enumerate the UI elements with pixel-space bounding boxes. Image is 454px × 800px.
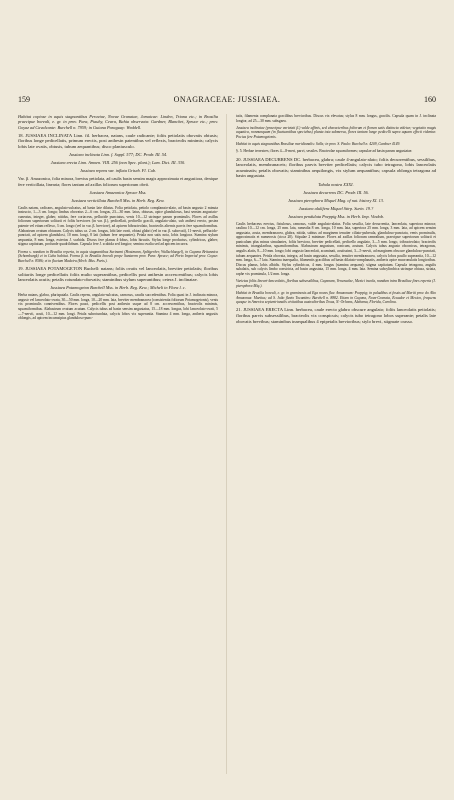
paragraph: 19. JUSSIAEA POTAMOGETON Buchell: natans; foliis ovatis vel lanceolatis, breviter petiolatis; floribus solitariis longe pedicellatis foliis multo superantibus, pedicellis post anthesin accrescentibus; calycis lobis lanceolatis acutis; petalis rotundato-obovatis; staminibus stylum superantibus; cetera J. inclinatae. <box>18 265 218 283</box>
paragraph: Var. β. Amazonica, folia minora, brevius petiolata, ad caulis basin sensim magis approximata et angustiora, denique fere verticillata, linearia; flores tantum ad axillas foliorum superiorum obvii. <box>18 176 218 187</box>
paragraph: Jussiaea inclinatae (praecipue varietati β.) valde affinis, sed characteribus foliorum et florum satis distincta videtur; vegetatio magis aquatica, nonnunquam (in fluctuantibus speciebus) planta tota submersa, flores tantum longe pedicelli supra aquam effecti videntur. Pocius fere Potamogetonis. <box>236 125 436 139</box>
paragraph: Jussiaea decurrens DC. Prodr. III. 56. <box>303 189 369 195</box>
running-title: ONAGRACEAE: JUSSIAEA. <box>173 95 281 104</box>
paragraph: Jussiaea repens var. inflata Griseb. Fl. Cub. <box>80 168 156 174</box>
paragraph: 20. JUSSIAEA DECURRENS DC. herbacea, glabra; caule 4-angulato-alato; foliis decurrentibus, sessilibus, lanceolatis, membranaceis; floribus parvis breviter pedicellatis; calycis tubo tetragono, lobis lanceolatis acuminatis; petalis obovatis; staminibus aequilongis, vix stylum aequantibus; capsula oblonga tetragona ad basin angustata. <box>236 156 436 179</box>
paragraph: Habitat in Brasilia boreali, e. gr. in graminosis ad Ega novas fluv. Amazonum: Poeppig; in paludibus et fossis ad Mariti prov. do Alto Amazonas: Martius; ad S. João fluvio Tocantins: Burchell n. 8882. Etiam in Guyana, Nova-Granata, Ecuador et Mexico, frequens quoque in America septentrionalis civitatibus australioribus Texas, N.-Orleans, Alabama, Florida, Carolina. <box>236 291 436 305</box>
page-number-left: 159 <box>18 95 30 104</box>
page-header <box>18 95 436 107</box>
paragraph: Varietas foliis lineari-lanceolatis, floribus subsessilibus, Guyanam, Venezuelae, Mexici incola, nondum intra Brasiliae fines reperta (J. pterophora Miq.). <box>236 279 436 288</box>
right-column <box>236 114 436 327</box>
paragraph: 21. JUSSIAEA ERECTA Linn. herbacea, caule erecto glabro obscure angulato; foliis lanceolatis petiolatis; floribus parvis subsessilibus, bracteolis vix conspicuis; calycis tubo tetragono lobos superante; petalis late obovatis brevibus; staminibus inaequalibus 4 epipetalis brevioribus; stylo brevi, stigmate crasso. <box>236 307 436 324</box>
paragraph: Habitat copiose in aquis stagnantibus Peruviae, Novae Granatae, Jamaicae: Linden, Triana etc.; in Brasilia praecipue boreali, e. gr. in prov. Para, Piauhy, Ceara, Bahia observata: Gardner, Blanchet, Spruce etc.; prov. Goyaz ad Cavalcante: Burchell n. 7959; in Guiana Paraguay: Weddell. <box>18 114 218 130</box>
paragraph: tatis, filamenta complanata gracilibus brevioribus. Discus vix elevatus; stylus 8 mm. longus, gracilis. Capsula quam in J. inclinata longior, ad 25—30 mm. subsgaea. <box>236 114 436 123</box>
paragraph: Jussiaea pendulata Poeppig Mss. in Herb. Imp. Vindob. <box>288 213 384 219</box>
paragraph: Caulis natans, radicans, angulato-sulcatus, ad basin late dilatus. Folia petiolata, petiolo complanato-alato, ad basin angusto 2 minuta instructo, 1—3 cm. longa; limbus obovatus 2—6 cm. longus, 23—30 mm. latus, obtusus, apice glandulosus, basi sensim angustato-cuneatus, integer, glaber, nitidus, fere coriaceus, pellucide punctatus, venis 10—12 utrinque parum prominulis. Flores ad axillas foliorum superiorum solitarii et foliis breviores (in var. β.), pedicellati, pedicello gracili, angulato-alato, sub anthesi erecto, postea patente vel etiam reflexo, 3 cm. longo (vel in var. β. breviore), ad apicem bibracteolato, bracteolis alternis parvis fere squamiformibus. Alabastrum ovatum obtusum. Calycis tubus ca. 2 cm. longus, lobi late ovati, obtusi glabri (vel in var. β. subovati), 11-nervii, pellucido-punctati, ad apicem glandulosi, 10 mm. longi, 8 lati (tubum fere aequantes). Petala non satis nota, lobis longiora. Stamina stylum aequantia, 8 mm. longa, exterius J. scabida. Discus fere planus 4-lobus, lobis hirsutis. Stylus longe productus, cylindricus, glaber; stigma capitatum, profunde quadrilobum. Capsula fere J. scabida sed longior; semina ovalia sed ad apicem incurva. <box>18 205 218 247</box>
paragraph: Jussiaea alulifera Miquel Stirp. Surin. 19.? <box>298 205 374 211</box>
paragraph: Caulis herbaceus erectus, fistulosus, ramosus, valde angulato-alatus. Folia sessilia, late decurrentia, lanceolata, superiora minora; caulina 10—12 cm. longa, 25 mm. lata, ramealia 8 cm. longa, 10 mm. lata, superiora 25 mm. longa, 3 mm. lata, ad apicem sensim angustata, acuta, membranacea, glabra, nitida, subtus ad marginem tenuiter ciliato-puberula, glanduloso-punctata, venis prominulis, approximatis et numerosis (circa 20). Stipulae 2 minimae. Flores ad axillas foliorum ramealium, praecipue superiorum solitarii et paniculam plus minus simulantes, foliis breviora, breviter pedicellati, pedicello angulato, 3—5 mm. longo, tribracteolato; bracteolis minimis, triangularibus, squamiformibus. Alabastrum angustum, conicum, acutum. Calycis tubus angusto obconicus, tetragonus, angulis alatis, 8—10 mm. longo; lobi angusto lanceolati, acuminati, acutissimi, 3—5-nervii, ad marginem obscure glanduloso-punctati, tubum aequantes. Petala obovata, integra, ad basin angustata, sessilia, tenuiter membranacea, calycis lobos paullo superantia, 10—12 mm. longa, 6—7 lata. Stamina inaequalia, filamentis gracilibus ad basin dilatato-complanatis, antheris apice mucronulatis longioribus. Discus planus, lobis albidis. Stylus cylindricus, 4 mm. longus (stamina aequans); stigma capitatum. Capsula tetragona, angulis subalatis, sub calycis limbo constricta, ad basin angustata, 15 mm. longa, 4 mm. lata. Semina subcylindrica utrinque obtusa, striata, raphe vix prominula, 1/2 mm. longa. <box>236 221 436 277</box>
paragraph: Tabula nostra XXXI. <box>318 181 354 187</box>
paragraph: Herba natans, glabra, plurispatala. Caulis repens, angulato-sulcatus, carnosus, caudis succedentibus. Folia quasi in J. inclinata minora, angustr vel lanceolato-ovata, 30—50 mm. longa, 10—20 mm. lata, breviter membranacea (consistentia foliorum Potamogetonis), venis vix prominulis conniventibus. Flores pauci, pedicellis post anthesin usque ad 8 cm. accrescentibus, bracteolis minimis, squamiformibus. Alabastrum ovatum acutum. Calycis tubus ad basin sensim angustatus, 15—18 mm. longus, lobi lanceolato-ovati, 5—7-nervii, acuti, 10—12 mm. longi. Petala subrotundata, calycis lobos vix superantia. Stamina 4 mm. longa, antheris angustis oblongis, ad apicem incumsipius glanduloso-punc- <box>18 293 218 321</box>
column-gutter <box>226 114 227 774</box>
paragraph: Jussiaea inclinata Linn. f. Suppl. 577; DC. Prodr. III. 54. <box>68 152 168 158</box>
paragraph: Jussiaea erecta Linn. Amoen. VIII. 256 (non Spec. plant.); Lam. Dict. III. 330. <box>50 160 186 166</box>
paragraph: §. 5. Herbae terrestres; flores 4—8-meri, parvi, sessiles. Bracteolae squamiformes; capsulae ad basin parum angustatae. <box>236 149 413 154</box>
paragraph: Forma s. nondum in Brasilia reperta, in aquis stagnantibus Surinami (Hostmann, Splitgerber, Wullschlaegel), in Guyana Britannica (Schomburgk) et in Cuba habitat. Forma β. in Brasilia boreali prope Santarem prov. Para: Spruce; ad Porto Imperial prov. Goyaz: Burchell n. 8586; et in fluvium Madeira (Herb. Mus. Paris.). <box>18 249 218 263</box>
paragraph: Jussiaea Amazonica Spruce Mss. <box>89 189 147 195</box>
page-number-right: 160 <box>424 95 436 104</box>
left-column <box>18 114 218 323</box>
paragraph: Jussiaea Potamogeton Burchell Mss. in Herb. Reg. Kew.; Micheli in Flora l. c. <box>50 285 186 291</box>
paragraph: 18. JUSSIAEA INCLINATA Linn. fil. herbacea, natans, caule radicante; foliis petiolatis obovatis obtusis; floribus longe pedicellatis, primum erectis, post anthesin patentibus vel reflexis, bracteolis minimis; calycis lobis late ovatis, obtusis, tubum aequantibus; disco planiusculo. <box>18 132 218 149</box>
paragraph: Jussiaea pterophora Miquel Mag. of nat. history XI. 13. <box>287 197 385 203</box>
paragraph: Habitat in aquis stagnantibus Brasiliae meridionalis: Sella; in prov. S. Paulo: Burchell n. 4209, Gardner 4149. <box>236 142 401 147</box>
paragraph: Jussiaea verticillata Burchell Mss. in Herb. Reg. Kew. <box>71 197 165 203</box>
